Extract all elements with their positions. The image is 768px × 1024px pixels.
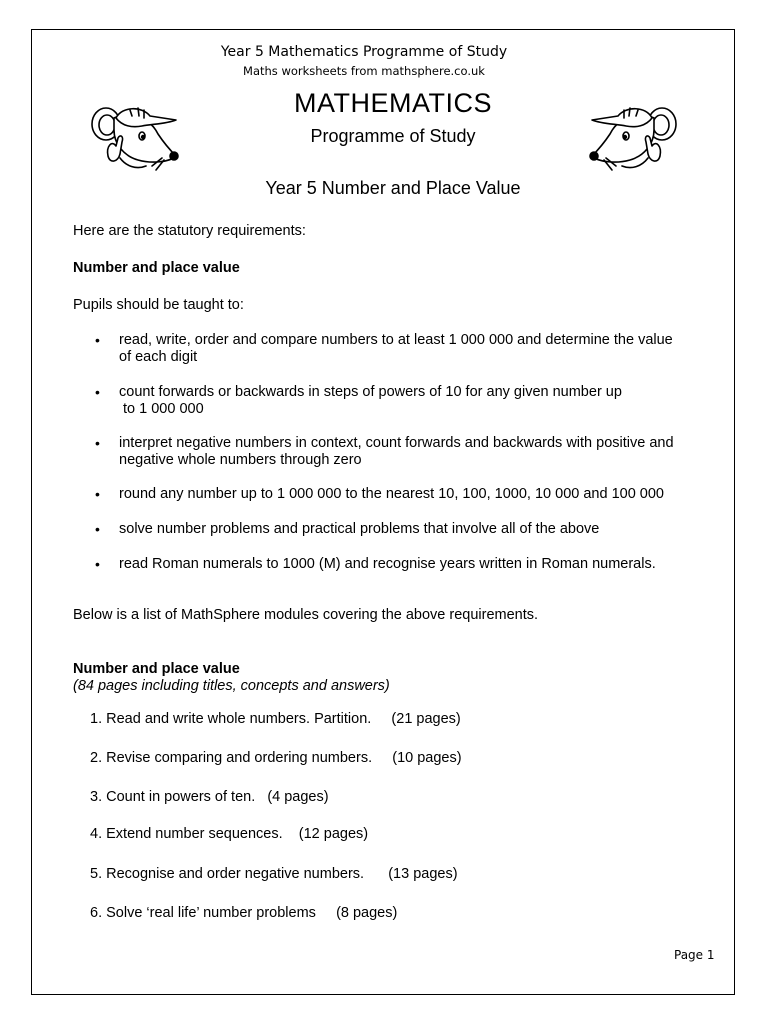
- header-title: Year 5 Mathematics Programme of Study: [220, 44, 508, 60]
- list-item: 5. Recognise and order negative numbers. (13 pages): [90, 866, 458, 882]
- list-item: 6. Solve ‘real life’ number problems (8 pages): [90, 905, 398, 921]
- list-item: 1. Read and write whole numbers. Partition. (21 pages): [90, 711, 461, 727]
- bullet-marker: •: [95, 384, 100, 400]
- list-item: 2. Revise comparing and ordering numbers. (10 pages): [90, 750, 462, 766]
- list-item: interpret negative numbers in context, count forwards and backwards with positive and negative whole numbers through zero: [119, 435, 674, 468]
- list-item: solve number problems and practical problems that involve all of the above: [119, 521, 600, 537]
- list-item: count forwards or backwards in steps of powers of 10 for any given number up to 1 000 000: [119, 384, 622, 417]
- list-item: 4. Extend number sequences. (12 pages): [90, 826, 369, 842]
- bullet-marker: •: [95, 486, 100, 502]
- bullet-marker: •: [95, 556, 100, 572]
- bullet-marker: •: [95, 435, 100, 451]
- list-item: round any number up to 1 000 000 to the nearest 10, 100, 1000, 10 000 and 100 000: [119, 486, 664, 502]
- list-item: read Roman numerals to 1000 (M) and recognise years written in Roman numerals.: [119, 556, 656, 572]
- section-heading: Number and place value: [73, 260, 240, 276]
- bullet-marker: •: [95, 332, 100, 348]
- requirements-intro: Here are the statutory requirements:: [73, 223, 306, 239]
- bullet-marker: •: [95, 521, 100, 537]
- modules-note: (84 pages including titles, concepts and answers): [73, 678, 390, 694]
- header-subtitle: Maths worksheets from mathsphere.co.uk: [243, 64, 485, 78]
- page-subtitle: Programme of Study: [310, 126, 476, 146]
- modules-intro: Below is a list of MathSphere modules covering the above requirements.: [73, 607, 539, 623]
- modules-heading: Number and place value: [73, 661, 240, 677]
- page-title: MATHEMATICS: [294, 88, 492, 118]
- taught-to-text: Pupils should be taught to:: [73, 297, 244, 313]
- page-number: Page 1: [674, 948, 715, 962]
- topic-title: Year 5 Number and Place Value: [265, 178, 521, 198]
- list-item: read, write, order and compare numbers to at least 1 000 000 and determine the value of each digit: [119, 332, 673, 365]
- list-item: 3. Count in powers of ten. (4 pages): [90, 789, 329, 805]
